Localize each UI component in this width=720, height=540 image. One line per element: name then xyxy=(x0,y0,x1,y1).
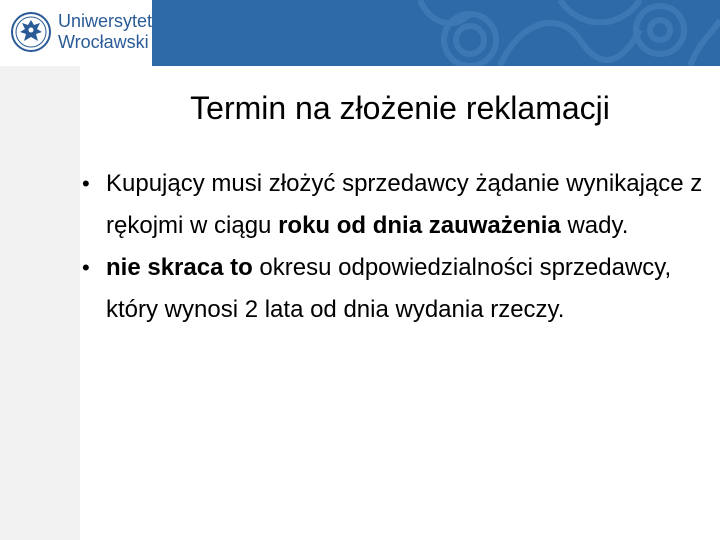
university-name-line2: Wrocławski xyxy=(58,32,149,52)
bullet-item xyxy=(82,163,706,247)
bullet-dot-icon: • xyxy=(82,171,90,196)
university-logo[interactable] xyxy=(0,0,152,66)
bullet-text-bold: roku od dnia zauważenia xyxy=(278,212,561,239)
slide-title: Termin na złożenie reklamacji xyxy=(190,90,610,126)
bullet-item xyxy=(82,247,706,331)
university-name-line1: Uniwersytet xyxy=(58,11,153,31)
university-name xyxy=(58,11,152,53)
header-banner xyxy=(0,0,720,66)
bullet-list xyxy=(82,163,706,331)
bullet-text: wady. xyxy=(560,212,629,239)
bullet-text-bold: nie skraca to xyxy=(106,254,253,281)
bullet-text: Kupujący musi złożyć sprzedawcy żądanie wynikające z rękojmi w ciągu xyxy=(106,170,703,239)
bullet-dot-icon: • xyxy=(82,255,90,280)
left-side-bar xyxy=(0,66,80,540)
university-eagle-emblem-icon xyxy=(10,11,52,53)
bullet-text: okresu odpowiedzialności sprzedawcy, który wynosi 2 lata od dnia wydania rzeczy. xyxy=(106,254,672,323)
